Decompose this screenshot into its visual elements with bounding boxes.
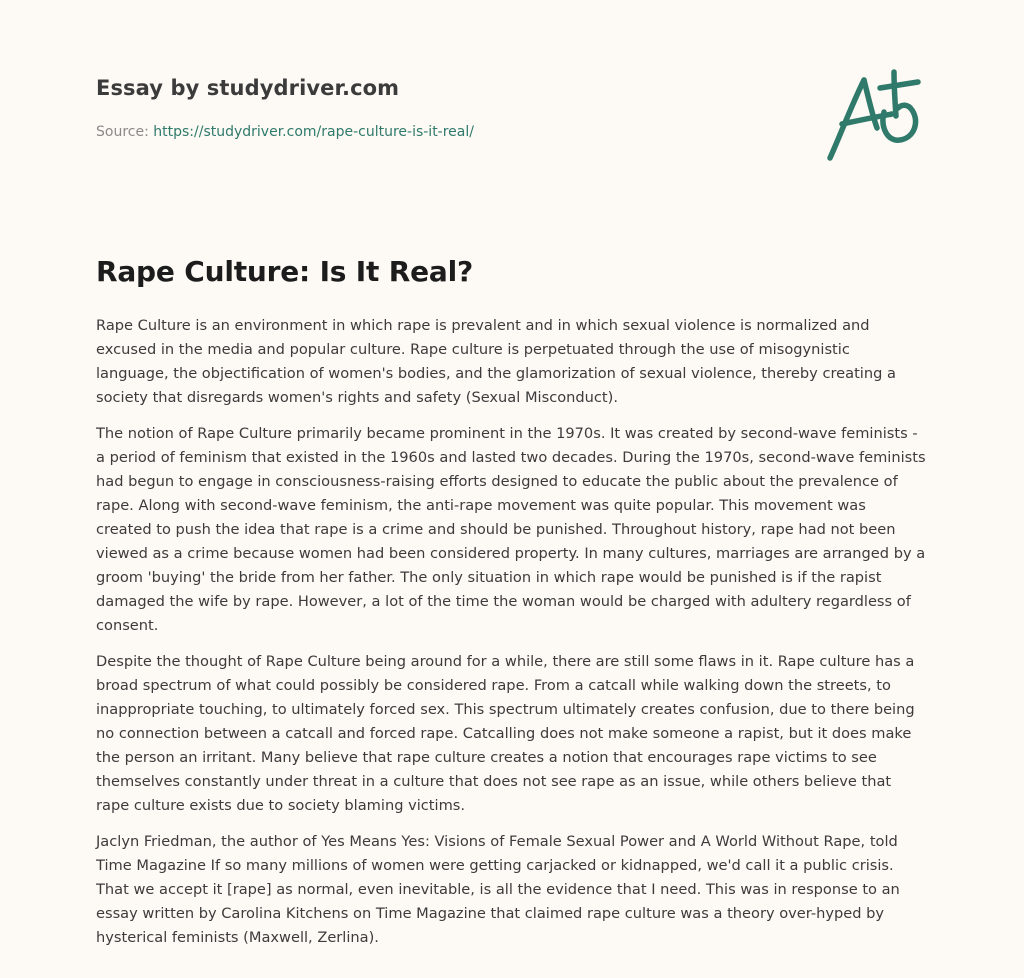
essay-paragraph: Rape Culture is an environment in which rape is prevalent and in which sexual violence is normalized and excused in the media and popular culture. Rape culture is perpetuated through the use of misogynistic language, the objectification of women's bodies, and the glamorization of sexual violence, thereby creating a society that disregards women's rights and safety (Sexual Misconduct). bbox=[96, 317, 896, 406]
essay-paragraph: Jaclyn Friedman, the author of Yes Means Yes: Visions of Female Sexual Power and A World Without Rape, told Time Magazine If so many millions of women were getting carjacked or kidnapped, we'd call it a public crisis. That we accept it [rape] as normal, even inevitable, is all the evidence that I need. This was in response to an essay written by Carolina Kitchens on Time Magazine that claimed rape culture was a theory over-hyped by hysterical feminists (Maxwell, Zerlina). bbox=[96, 833, 900, 946]
essay-body bbox=[96, 314, 926, 962]
essay-paragraph: The notion of Rape Culture primarily became prominent in the 1970s. It was created by second-wave feminists - a period of feminism that existed in the 1960s and lasted two decades. During the 1970s, second-wave feminists had begun to engage in consciousness-raising efforts designed to educate the public about the prevalence of rape. Along with second-wave feminism, the anti-rape movement was quite popular. This movement was created to push the idea that rape is a crime and should be punished. Throughout history, rape had not been viewed as a crime because women had been considered property. In many cultures, marriages are arranged by a groom 'buying' the bride from her father. The only situation in which rape would be punished is if the rapist damaged the wife by rape. However, a lot of the time the woman would be charged with adultery regardless of consent. bbox=[96, 425, 926, 634]
source-line bbox=[96, 124, 474, 140]
source-label: Source: bbox=[96, 124, 154, 140]
source-link[interactable]: https://studydriver.com/rape-culture-is-it-real/ bbox=[153, 124, 474, 140]
site-title: Essay by studydriver.com bbox=[96, 76, 400, 100]
a-plus-logo-icon bbox=[822, 66, 932, 166]
essay-paragraph: Despite the thought of Rape Culture being around for a while, there are still some flaws in it. Rape culture has a broad spectrum of what could possibly be considered rape. From a catcall while walking down the streets, to inappropriate touching, to ultimately forced sex. This spectrum ultimately creates confusion, due to there being no connection between a catcall and forced rape. Catcalling does not make someone a rapist, but it does make the person an irritant. Many believe that rape culture creates a notion that encourages rape victims to see themselves constantly under threat in a culture that does not see rape as an issue, while others believe that rape culture exists due to society blaming victims. bbox=[96, 653, 915, 814]
essay-title: Rape Culture: Is It Real? bbox=[96, 255, 474, 288]
